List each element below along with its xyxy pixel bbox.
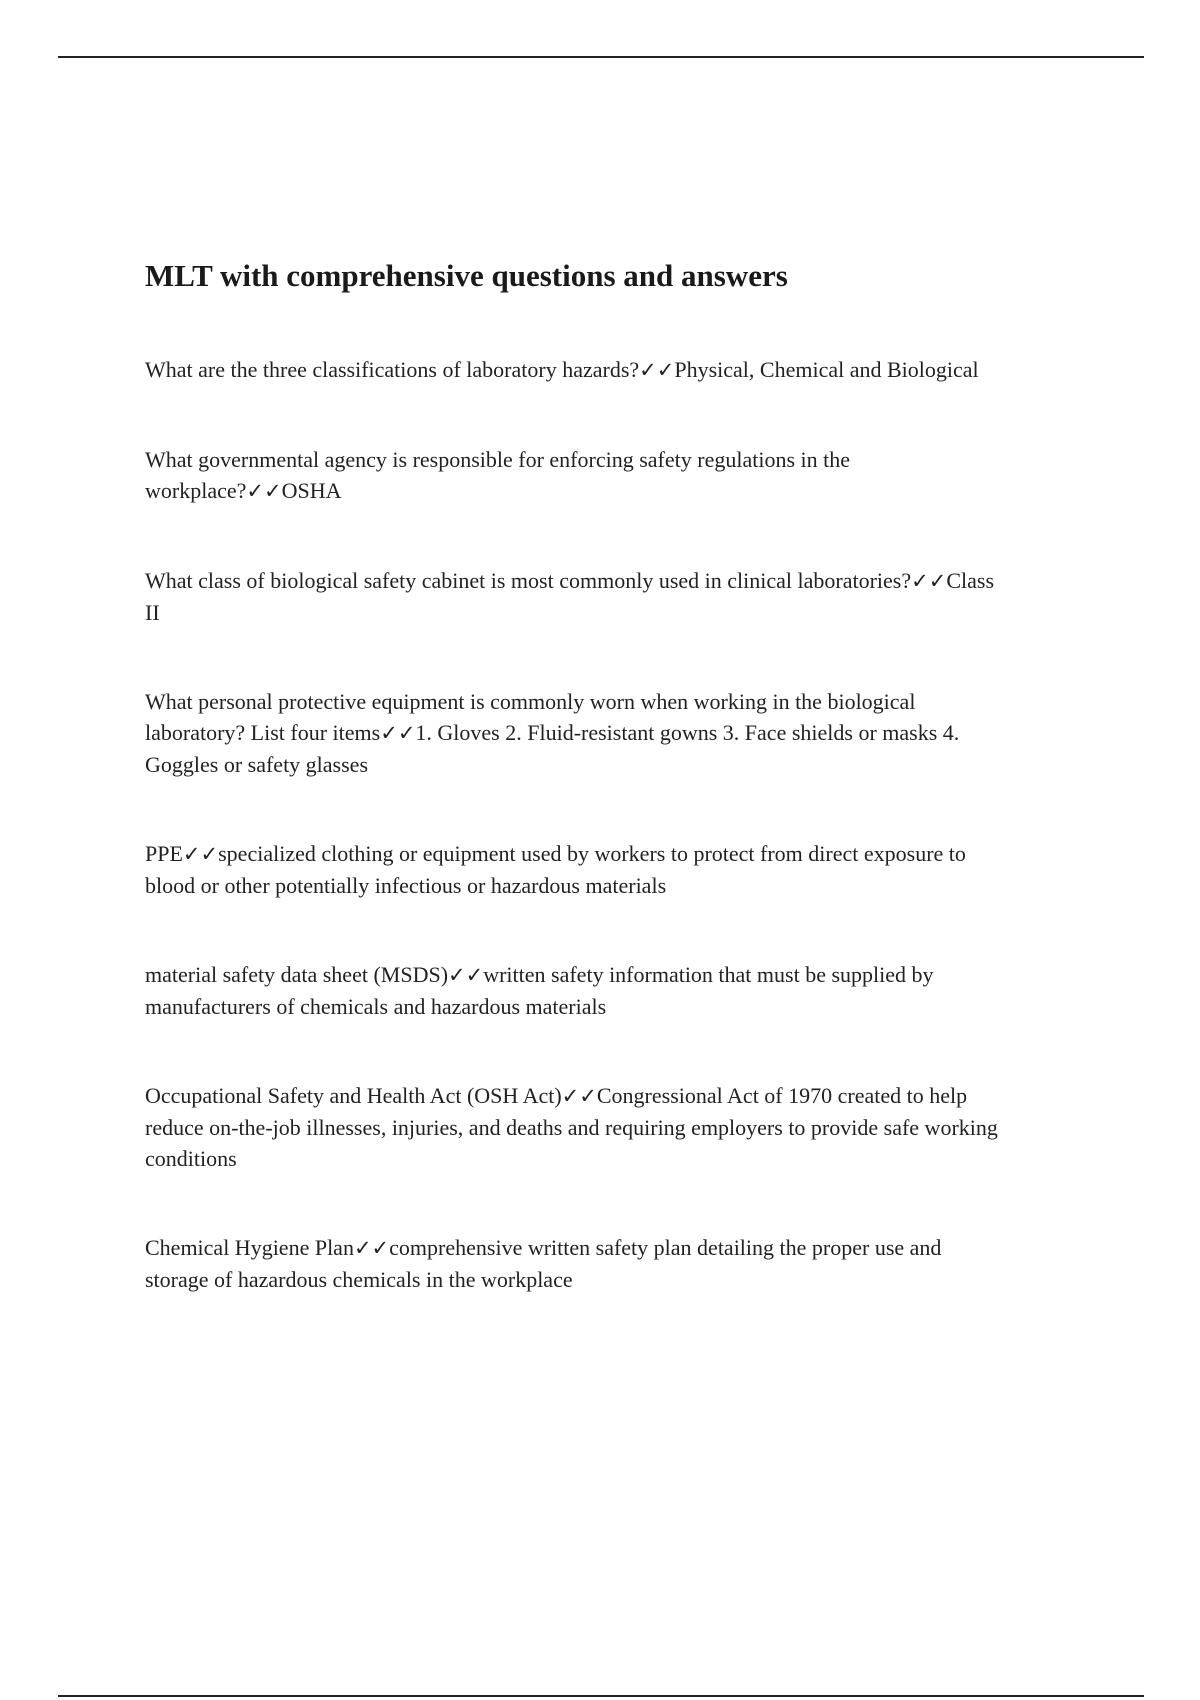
question-text: What are the three classifications of laboratory hazards? <box>145 357 640 382</box>
check-marks-icon: ✓✓ <box>448 963 484 987</box>
answer-text: 1. Gloves 2. Fluid-resistant gowns 3. Face shields or masks 4. Goggles or safety glasses <box>145 720 960 777</box>
check-marks-icon: ✓✓ <box>639 358 675 382</box>
check-marks-icon: ✓✓ <box>561 1084 597 1108</box>
qa-item <box>145 1232 1095 1295</box>
top-rule <box>58 56 1144 58</box>
qa-item <box>145 686 1095 780</box>
answer-text: specialized clothing or equipment used by workers to protect from direct exposure to blood or other potentially infectious or hazardous materials <box>145 841 966 898</box>
answer-text: Physical, Chemical and Biological <box>674 357 979 382</box>
bottom-rule <box>58 1695 1144 1697</box>
question-text: PPE <box>145 841 183 866</box>
qa-item <box>145 959 1095 1022</box>
answer-text: Congressional Act of 1970 created to help reduce on-the-job illnesses, injuries, and deaths and requiring employers to provide safe working conditions <box>145 1083 998 1171</box>
answer-text: written safety information that must be supplied by manufacturers of chemicals and hazardous materials <box>145 962 934 1019</box>
answer-text: Class II <box>145 568 995 625</box>
document-title: MLT with comprehensive questions and answers <box>145 258 788 293</box>
check-marks-icon: ✓✓ <box>380 721 416 745</box>
question-text: What class of biological safety cabinet is most commonly used in clinical laboratories? <box>145 568 912 593</box>
answer-text: OSHA <box>281 478 342 503</box>
qa-item <box>145 838 1095 901</box>
qa-list <box>145 354 1095 1295</box>
qa-item <box>145 354 1095 386</box>
check-marks-icon: ✓✓ <box>353 1236 390 1260</box>
question-text: Chemical Hygiene Plan <box>145 1235 354 1260</box>
answer-text: comprehensive written safety plan detailing the proper use and storage of hazardous chemicals in the workplace <box>145 1235 942 1292</box>
check-marks-icon: ✓✓ <box>911 569 947 593</box>
qa-item <box>145 565 1095 628</box>
question-text: What personal protective equipment is commonly worn when working in the biological laboratory? List four items <box>145 689 916 745</box>
qa-item <box>145 444 1095 507</box>
question-text: Occupational Safety and Health Act (OSH Act) <box>145 1083 562 1108</box>
document-body <box>145 256 1095 1353</box>
question-text: material safety data sheet (MSDS) <box>145 962 449 987</box>
check-marks-icon: ✓✓ <box>246 479 282 503</box>
check-marks-icon: ✓✓ <box>182 842 219 866</box>
question-text: What governmental agency is responsible for enforcing safety regulations in the workplace? <box>145 447 850 503</box>
qa-item <box>145 1080 1095 1174</box>
